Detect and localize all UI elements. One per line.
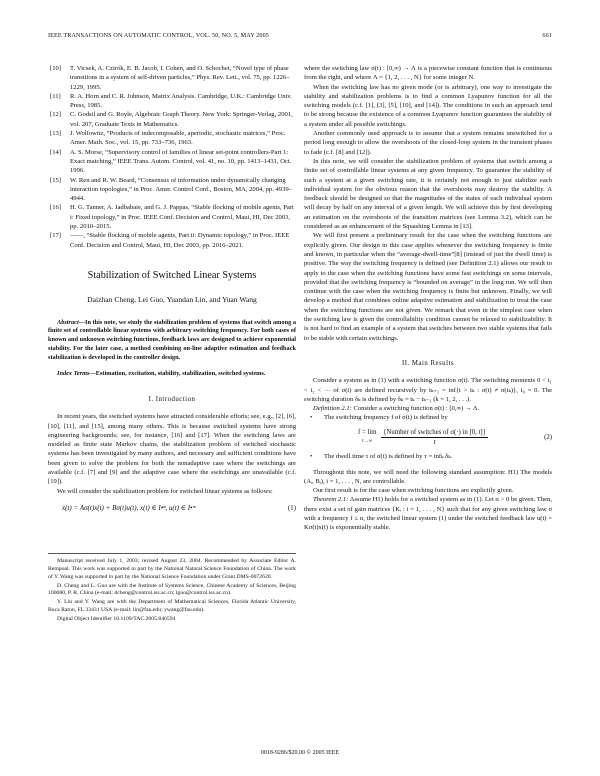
bullet-item: • The switching frequency f of σ(t) is defined by — [310, 414, 448, 422]
paragraph: Our first result is for the case when switching functions are explicitly given. — [313, 487, 514, 495]
reference-item: [10] T. Vicsek, A. Czirók, E. B. Jacob, I. Cohen, and O. Schochet, “Novel type of phase transitions in a system of self-driven particles,” Phys. Rev. Lett., vol. 75, pp. 1226–1229, 1995. — [50, 65, 290, 91]
paper-authors: Daizhan Cheng, Lei Guo, Yuandan Lin, and Yuan Wang — [87, 295, 257, 305]
equation-2-denominator: t — [433, 438, 436, 446]
abstract-label: Abstract— — [57, 318, 85, 326]
reference-item: [17] ——, “Stable flocking of mobile agents, Part ii: Dynamic topology,” in Proc. IEEE Conf. Decision and Control, Maui, HI, Dec 2003, pp. 2016–2021. — [50, 232, 290, 249]
paragraph: When the switching law has no given mode (or is arbitrary), one way to investigate the stability and stabilization problems is to find a common Lyapunov function for all the switching models (c.f. [1], [3], [5], [10], and [14]). The conditions in such an approach tend to be strong because the existence of a common Lyapunov function guarantees the stability of a system under all possible switchings. — [304, 83, 552, 128]
reference-item: [12] C. Godsil and G. Royle, Algebraic Graph Theory. New York: Springer-Verlag, 2001, vol. 207, Graduate Texts in Mathematics. — [50, 111, 293, 128]
paragraph: where the switching law σ(t) : [0,∞) → Λ is a piecewise constant function that is continuous from the right, and where Λ = {1, 2, . . . , N} for some integer N. — [304, 65, 552, 82]
equation-2-body — [358, 428, 491, 448]
equation-2-lhs: f = lim — [358, 429, 377, 437]
index-terms-label: Index Terms— — [57, 370, 96, 378]
footnotes — [48, 553, 296, 623]
footnote: Manuscript received July 1, 2003; revised August 23, 2004. Recommended by Associate Editor A. Rempoal. This work was supported in part by the National Natural Science Foundation of China. The work of Y. Wang was supported in part by the National Science Foundation under Grant DMS-0072620. — [48, 558, 296, 580]
section-heading-introduction: I. Introduction — [148, 395, 196, 403]
running-header — [48, 32, 552, 39]
right-column — [304, 64, 552, 533]
paper-title: Stabilization of Switched Linear Systems — [87, 269, 257, 281]
equation-1-number: (1) — [287, 503, 296, 512]
paragraph: We will first present a preliminary result for the case when the switching functions are explicitly given. Our design in this case applies whenever the switching frequency is finite and known, in particular when the “average-dwell-time”[8] (instead of just the dwell time) is positive. The way the switching frequency is defined (see Definition 2.1) allows our result to apply to the case when the switching functions have some fast switchings on some intervals, provided that the switching frequency is “bounded on average” in the long run. We will then continue with the case when the switching frequency is finite but unknown. Finally, we will develop a method that combines online adaptive estimation and stabilization to treat the case when the switching functions are not given. We remark that even in the simplest case when the switching law is given the controllability condition cannot be relaxed to stabilizability. It is not hard to find an example of a system that switches between two stable systems that fails to be stable with certain switchings. — [304, 232, 552, 342]
equation-2 — [358, 428, 552, 448]
theorem-text: Assume H1) holds for a switched system as in (1). Let α > 0 be given. Then, there exist a set of gain matrices {Kᵢ : i = 1, . . . , N} such that for any given switching law σ with a frequency f ≤ α, the switched linear system (1) under the switched feedback law u(t) = Kσ(t)x(t) is exponentially stable. — [304, 496, 552, 532]
section-heading-main-results: II. Main Results — [402, 359, 454, 367]
paragraph: Another commonly used approach is to assume that a system remains unswitched for a period long enough to allow the overshoots of the closed-loop system in the transient phases to fade (c.f. [8] and [12]). — [304, 130, 552, 156]
reference-item: [13] J. Wolfowitz, “Products of indecomposable, aperiodic, stochastic matrices,” Proc. Amer. Math. Soc., vol. 15, pp. 733–736, 1963. — [50, 130, 286, 147]
journal-header: IEEE TRANSACTIONS ON AUTOMATIC CONTROL, VOL. 50, NO. 5, MAY 2005 — [48, 32, 269, 39]
equation-1 — [62, 504, 296, 513]
bullet-item: • The dwell time τ of σ(t) is defined by τ = infₖ δₖ. — [310, 453, 453, 461]
equation-2-limit: t→∞ — [362, 439, 373, 445]
definition — [304, 404, 552, 413]
reference-list — [48, 64, 296, 250]
reference-item: [11] R. A. Horn and C. R. Johnson, Matrix Analysis. Cambridge, U.K.: Cambridge Univ. Press, 1985. — [50, 92, 292, 110]
footnote: Digital Object Identifier 10.1109/TAC.2005.846594 — [57, 615, 176, 622]
equation-2-numerator: {Number of switches of σ(·) in [0, t]} — [381, 428, 488, 438]
equation-2-fraction — [381, 428, 488, 448]
paragraph: Throughout this note, we will need the following standard assumption: H1) The models (Aᵢ, Bᵢ), i = 1, . . . , N, are controllable. — [304, 468, 552, 485]
equation-2-number: (2) — [544, 433, 552, 441]
index-terms-text: Estimation, excitation, stability, stabilization, switched systems. — [95, 370, 266, 378]
index-terms — [48, 370, 296, 379]
bullet-icon: • — [310, 453, 313, 461]
theorem — [304, 495, 552, 532]
footnote: D. Cheng and L. Guo are with the Institute of Systems Science, Chinese Academy of Sciences, Beijing 100080, P. R. China (e-mail: dcheng@control.iss.ac.cn; lguo@control.iss.ac.cn). — [48, 582, 296, 597]
reference-item: [15] W. Ren and R. W. Beard, “Consensus of information under dynamically changing interaction topologies,” in Proc. Amer. Control Conf., Boston, MA, 2004, pp. 4939–4944. — [50, 176, 292, 203]
issn-footer: 0018-9286/$20.00 © 2005 IEEE — [260, 750, 340, 756]
abstract — [48, 319, 296, 364]
equation-1-body: ẋ(t) = Aσ(t)x(t) + Bσ(t)u(t), x(t) ∈ I•ⁿ, u(t) ∈ I•ᵐ — [62, 503, 196, 512]
paragraph: In recent years, the switched systems have attracted considerable efforts; see, e.g., [2], [6], [10], [11], and [15], among many others. This is because switched systems have strong engineering backgrounds; see, for instance, [16] and [17]. When the switching laws are modeled as finite state Markov chains, the stabilization problem of switched stochastic systems has been investigated by many authors, and necessary and sufficient conditions have been given to solve the problem for both the nonadaptive case where the switchings are available (c.f. [7] and [9] and the adaptive case where the switchings are unavailable (c.f. [19]). — [48, 413, 296, 486]
bullet-icon: • — [310, 414, 313, 422]
definition-text: Consider a switching function σ(t) : [0,∞) → Λ. — [353, 405, 480, 413]
paragraph: Consider a system as in (1) with a switching function σ(t). The switching moments 0 < t₁ < t₂ < ··· of σ(t) are defined recursively by tₖ₊₁ = inf{t > tₖ : σ(t) ≠ σ(tₖ)}, t₀ = 0. The switching duration δₖ is defined by δₖ = tₖ − tₖ₋₁ (k = 1, 2, . . .). — [304, 377, 552, 403]
theorem-label: Theorem 2.1: — [313, 496, 349, 504]
definition-label: Definition 2.1: — [313, 405, 352, 413]
reference-item: [14] A. S. Morse, “Supervisory control of families of linear set-point controllers-Part 1: Exact matching,” IEEE Trans. Autom. Control, vol. 41, no. 10, pp. 1413–1431, Oct. 1996. — [50, 148, 292, 175]
paragraph: In this note, we will consider the stabilization problem of systems that switch among a finite set of controllable linear systems at any given frequency. To guarantee the stability of such a system at a given switching rate, it is certainly not enough to just stabilize each individual system for the obvious reason that the overshoots may destroy the stability. A feedback should be designed so that the magnitudes of the states of each individual system will decay by half on any interval of a given length. We will achieve this by first developing an estimation on the overshoots of the transition matrices (see Lemma 3.2), which can be considered as an enhancement of the Squashing Lemma in [13]. — [304, 157, 552, 231]
footnote: Y. Lin and Y. Wang are with the Department of Mathematical Sciences, Florida Atlantic University, Boca Raton, FL 33431 USA (e-mail: lin@fau.edu; ywang@fau.edu). — [48, 599, 296, 614]
reference-item: [16] H. G. Tanner, A. Jadbabaie, and G. J. Pappas, “Stable flocking of mobile agents, Part i: Fixed topology,” in Proc. IEEE Conf. Decision and Control, Maui, HI, Dec 2003, pp. 2010–2015. — [50, 204, 294, 231]
left-column — [48, 64, 296, 625]
paragraph: We will consider the stabilization problem for switched linear systems as follows: — [57, 487, 273, 495]
page-number: 661 — [542, 32, 552, 39]
abstract-text: In this note, we study the stabilization problem of systems that switch among a finite set of controllable linear systems with arbitrary switching frequency. For both cases of known and unknown switching functions, feedback laws are designed to achieve exponential stability. For the later case, a method combining on-line adaptive estimation and feedback stabilization is developed in the controller design. — [48, 318, 296, 362]
